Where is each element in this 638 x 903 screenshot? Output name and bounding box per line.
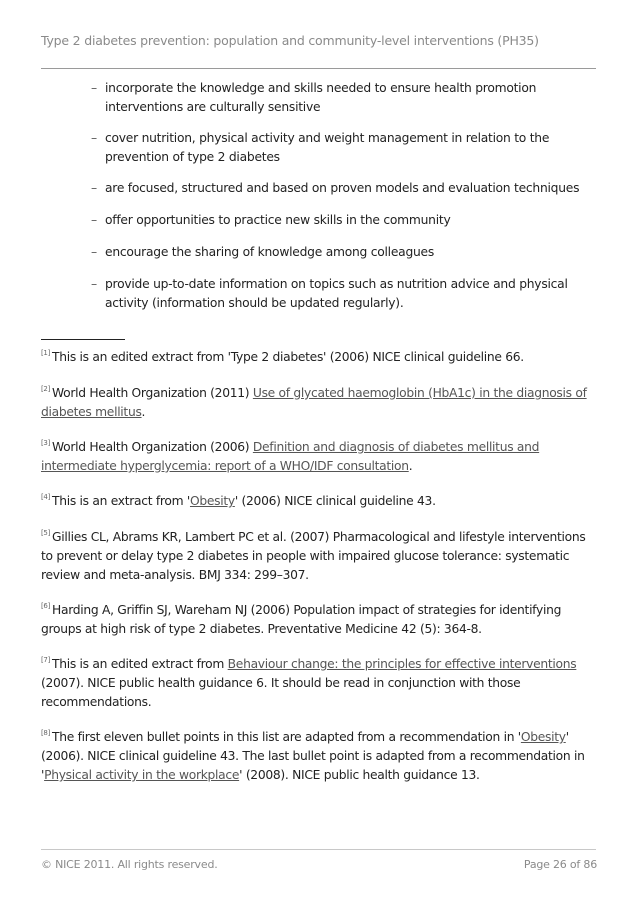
- footnote-link[interactable]: Obesity: [189, 494, 235, 508]
- footnote: [41, 524, 598, 585]
- bullet-list: [88, 79, 598, 313]
- copyright-notice: © NICE 2011. All rights reserved.: [41, 858, 218, 871]
- list-item: [88, 129, 598, 167]
- dash-icon: –: [91, 81, 97, 95]
- footnote-text: ' (2006) NICE clinical guideline 43.: [234, 494, 436, 508]
- footnote-marker[interactable]: [3]: [41, 439, 51, 447]
- footnote-text: World Health Organization (2006): [52, 440, 253, 454]
- footnote-text: The first eleven bullet points in this list are adapted from a recommendation in ': [52, 730, 521, 744]
- footnote-text: This is an edited extract from 'Type 2 diabetes' (2006) NICE clinical guideline 66.: [52, 350, 524, 364]
- footnote-text: This is an extract from ': [52, 494, 190, 508]
- footnote-marker[interactable]: [4]: [41, 493, 51, 501]
- footnote-link[interactable]: Obesity: [520, 730, 566, 744]
- footnote-link[interactable]: Definition and diagnosis of diabetes mellitus and intermediate hyperglycemia: report of a WHO/IDF consultation: [41, 440, 540, 473]
- header-divider: [41, 68, 596, 69]
- footnote-text: This is an edited extract from: [52, 657, 228, 671]
- list-item: [88, 211, 598, 230]
- page-header: Type 2 diabetes prevention: population and community-level interventions (PH35): [41, 33, 539, 48]
- footnote: [41, 344, 598, 367]
- footnote-marker[interactable]: [5]: [41, 529, 51, 537]
- footnote-marker[interactable]: [2]: [41, 385, 51, 393]
- footnote-text: Gillies CL, Abrams KR, Lambert PC et al. (2007) Pharmacological and lifestyle interventions to prevent or delay type 2 diabetes in people with impaired glucose tolerance: systematic review and meta-analysis. BMJ 334: 299–307.: [41, 530, 586, 582]
- page-number: Page 26 of 86: [523, 858, 597, 871]
- dash-icon: –: [91, 181, 97, 195]
- footnote: [41, 434, 598, 476]
- footer-divider: [41, 849, 596, 850]
- list-item-text: incorporate the knowledge and skills needed to ensure health promotion interventions are culturally sensitive: [105, 81, 537, 114]
- footnote-marker[interactable]: [6]: [41, 602, 51, 610]
- footnote-text: .: [408, 459, 413, 473]
- footnote-link[interactable]: Physical activity in the workplace: [44, 768, 240, 782]
- list-item: [88, 243, 598, 262]
- dash-icon: –: [91, 245, 97, 259]
- footnote-link[interactable]: Behaviour change: the principles for effective interventions: [227, 657, 577, 671]
- footnote-marker[interactable]: [7]: [41, 656, 51, 664]
- list-item-text: offer opportunities to practice new skills in the community: [105, 213, 451, 227]
- footnote-text: .: [141, 405, 146, 419]
- footnote-divider: [41, 339, 125, 340]
- list-item-text: cover nutrition, physical activity and weight management in relation to the prevention of type 2 diabetes: [105, 131, 550, 164]
- footnote: [41, 724, 598, 785]
- footnote-marker[interactable]: [8]: [41, 729, 51, 737]
- footnote-text: (2007). NICE public health guidance 6. It should be read in conjunction with those recommendations.: [41, 676, 521, 709]
- footnote: [41, 597, 598, 639]
- footnote-marker[interactable]: [1]: [41, 349, 51, 357]
- list-item: [88, 179, 598, 198]
- dash-icon: –: [91, 213, 97, 227]
- dash-icon: –: [91, 131, 97, 145]
- footnote: [41, 488, 598, 511]
- list-item-text: encourage the sharing of knowledge among colleagues: [105, 245, 435, 259]
- list-item-text: are focused, structured and based on proven models and evaluation techniques: [105, 181, 580, 195]
- footnotes: [41, 344, 598, 785]
- list-item: [88, 79, 598, 117]
- list-item: [88, 275, 598, 313]
- footnote-text: World Health Organization (2011): [52, 386, 253, 400]
- dash-icon: –: [91, 277, 97, 291]
- footnote: [41, 380, 598, 422]
- footnote-text: Harding A, Griffin SJ, Wareham NJ (2006) Population impact of strategies for identifying groups at high risk of type 2 diabetes. Preventative Medicine 42 (5): 364-8.: [41, 603, 562, 636]
- footnote-link[interactable]: Use of glycated haemoglobin (HbA1c) in the diagnosis of diabetes mellitus: [41, 386, 587, 419]
- footnote: [41, 651, 598, 712]
- list-item-text: provide up-to-date information on topics such as nutrition advice and physical activity (information should be updated regularly).: [105, 277, 568, 310]
- footnote-text: ' (2008). NICE public health guidance 13.: [239, 768, 480, 782]
- footnote-text: ' (2006). NICE clinical guideline 43. The last bullet point is adapted from a recommendation in ': [41, 730, 585, 782]
